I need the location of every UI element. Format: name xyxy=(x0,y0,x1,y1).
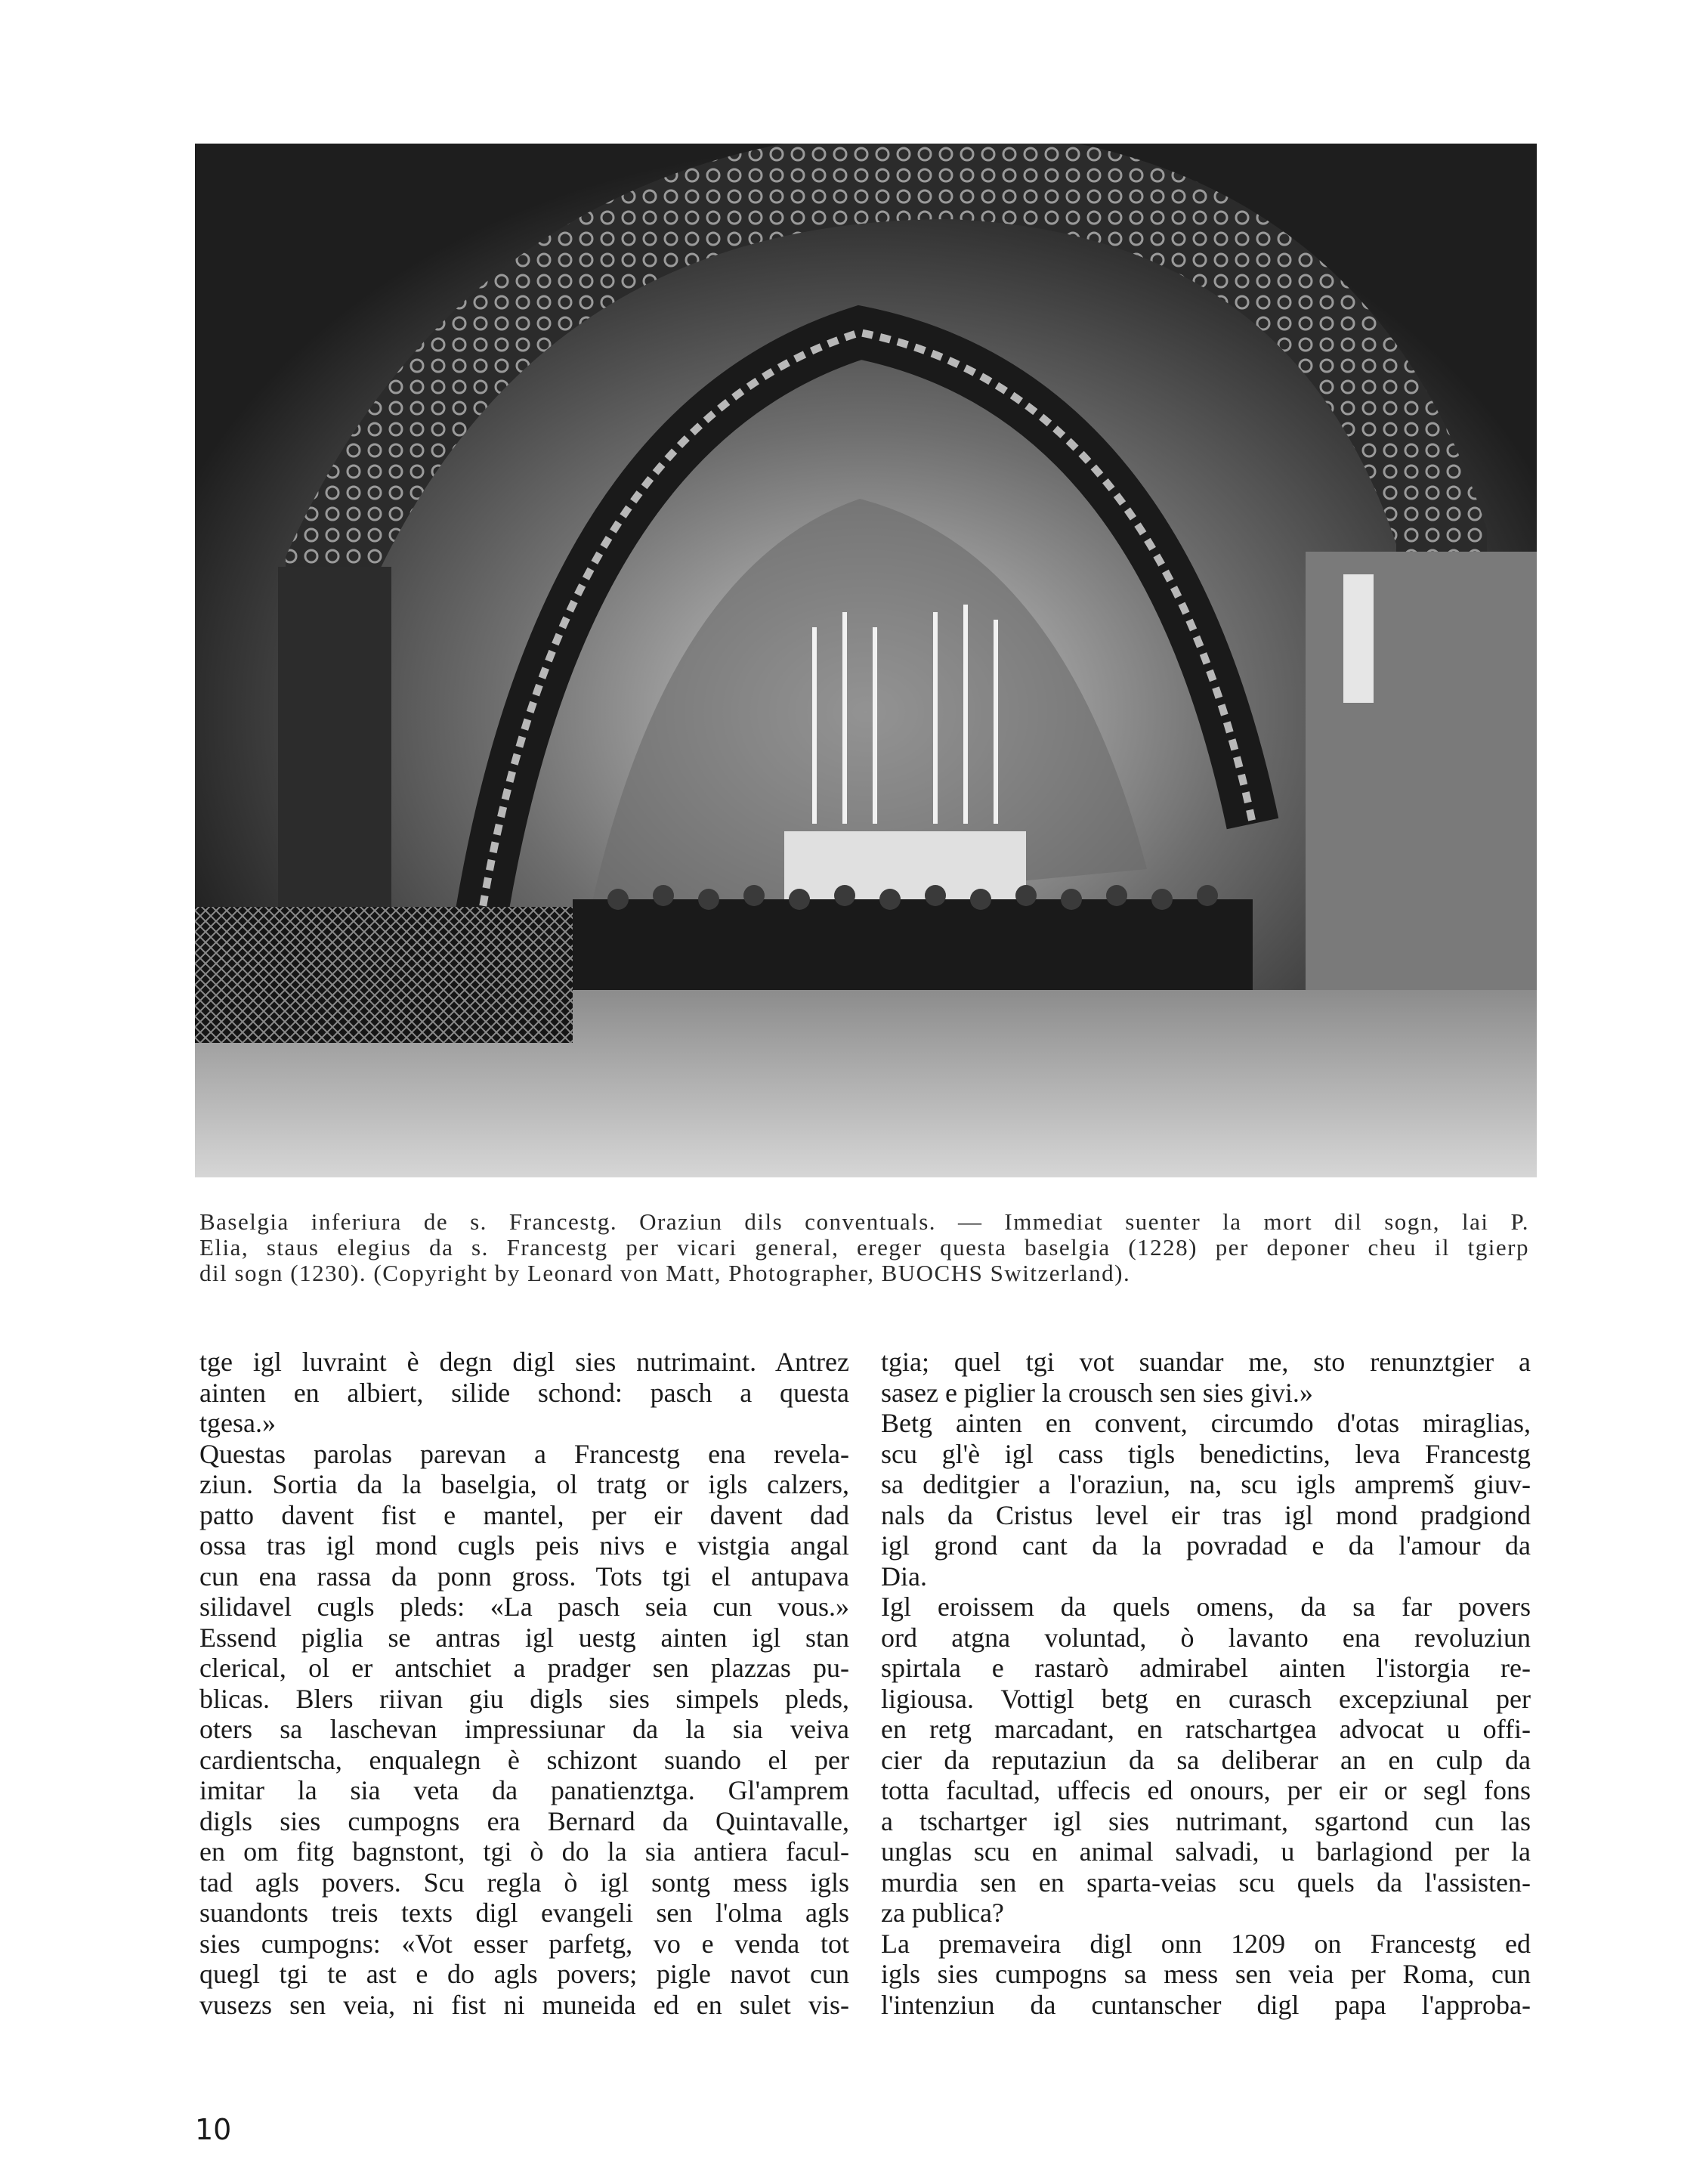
text-line: cardientscha, enqualegn è schizont suando el per xyxy=(199,1744,849,1775)
text-line: quegl tgi te ast e do agls povers; pigle navot cun xyxy=(199,1959,849,1989)
text-line: digls sies cumpogns era Bernard da Quintavalle, xyxy=(199,1805,849,1836)
text-line: Essend piglia se antras igl uestg ainten igl stan xyxy=(199,1622,849,1653)
text-line: za publica? xyxy=(881,1898,1004,1928)
text-line: Dia. xyxy=(881,1561,927,1592)
text-line: ossa tras igl mond cugls peis nivs e vistgia angal xyxy=(199,1530,849,1561)
text-line: a tschartger igl sies nutrimant, sgartond cun las xyxy=(881,1805,1531,1836)
text-line: sasez e piglier la crousch sen sies givi.» xyxy=(881,1377,1313,1408)
basilica-illustration xyxy=(195,144,1537,1177)
left-text-column xyxy=(199,1347,849,2020)
text-line: nals da Cristus level eir tras igl mond pradgiond xyxy=(881,1499,1531,1530)
text-line: ligiousa. Vottigl betg en curasch excepziunal per xyxy=(881,1683,1531,1714)
text-line: scu gl'è igl cass tigls benedictins, leva Francestg xyxy=(881,1438,1531,1469)
text-line: igls sies cumpogns sa mess sen veia per Roma, cun xyxy=(881,1959,1531,1989)
text-line: clerical, ol er antschiet a pradger sen plazzas pu- xyxy=(199,1653,849,1683)
text-line: oters sa laschevan impressiunar da la sia veiva xyxy=(199,1714,849,1744)
text-line: cier da reputaziun da sa deliberar an en culp da xyxy=(881,1744,1531,1775)
right-text-column xyxy=(881,1347,1531,2020)
text-line: totta facultad, uffecis ed onours, per eir or segl fons xyxy=(881,1775,1531,1805)
page-number: 10 xyxy=(195,2113,232,2146)
text-line: murdia sen en sparta-veias scu quels da l'assisten- xyxy=(881,1867,1531,1898)
caption-line: Baselgia inferiura de s. Francestg. Oraziun dils conventuals. — Immediat suenter la mort dil sogn, lai P. xyxy=(199,1208,1529,1235)
text-line: unglas scu en animal salvadi, u barlagiond per la xyxy=(881,1836,1531,1867)
text-line: Questas parolas parevan a Francestg ena revela- xyxy=(199,1438,849,1469)
text-line: tgesa.» xyxy=(199,1408,276,1438)
text-line: sa deditgier a l'oraziun, na, scu igls ampremš giuv- xyxy=(881,1469,1531,1499)
text-line: Igl eroissem da quels omens, da sa far povers xyxy=(881,1592,1531,1622)
text-line: tgia; quel tgi vot suandar me, sto renunztgier a xyxy=(881,1347,1531,1377)
text-line: sies cumpogns: «Vot esser parfetg, vo e venda tot xyxy=(199,1928,849,1959)
text-line: spirtala e rastarò admirabel ainten l'istorgia re- xyxy=(881,1653,1531,1683)
text-line: l'intenziun da cuntanscher digl papa l'approba- xyxy=(881,1989,1531,2020)
text-line: patto davent fist e mantel, per eir davent dad xyxy=(199,1499,849,1530)
caption-line: Elia, staus elegius da s. Francestg per vicari general, ereger questa baselgia (1228) per deponer cheu il tgierp xyxy=(199,1234,1529,1261)
text-line: tge igl luvraint è degn digl sies nutrimaint. Antrez xyxy=(199,1347,849,1377)
text-line: Betg ainten en convent, circumdo d'otas miraglias, xyxy=(881,1408,1531,1438)
text-line: cun ena rassa da ponn gross. Tots tgi el antupava xyxy=(199,1561,849,1592)
basilica-photo xyxy=(195,144,1537,1177)
text-line: igl grond cant da la povradad e da l'amour da xyxy=(881,1530,1531,1561)
photo-caption xyxy=(199,1209,1529,1286)
text-line: La premaveira digl onn 1209 on Francestg ed xyxy=(881,1928,1531,1959)
text-line: en om fitg bagnstont, tgi ò do la sia antiera facul- xyxy=(199,1836,849,1867)
text-line: imitar la sia veta da panatienztga. Gl'amprem xyxy=(199,1775,849,1805)
text-line: ord atgna voluntad, ò lavanto ena revoluziun xyxy=(881,1622,1531,1653)
text-line: silidavel cugls pleds: «La pasch seia cun vous.» xyxy=(199,1592,849,1622)
text-line: vusezs sen veia, ni fist ni muneida ed en sulet vis- xyxy=(199,1989,849,2020)
text-line: tad agls povers. Scu regla ò igl sontg mess igls xyxy=(199,1867,849,1898)
text-line: blicas. Blers riivan giu digls sies simpels pleds, xyxy=(199,1683,849,1714)
text-line: en retg marcadant, en ratschartgea advocat u offi- xyxy=(881,1714,1531,1744)
text-line: suandonts treis texts digl evangeli sen l'olma agls xyxy=(199,1898,849,1928)
text-line: ainten en albiert, silide schond: pasch a questa xyxy=(199,1377,849,1408)
text-line: ziun. Sortia da la baselgia, ol tratg or igls calzers, xyxy=(199,1469,849,1499)
caption-line: dil sogn (1230). (Copyright by Leonard von Matt, Photographer, BUOCHS Switzerland). xyxy=(199,1260,1131,1286)
